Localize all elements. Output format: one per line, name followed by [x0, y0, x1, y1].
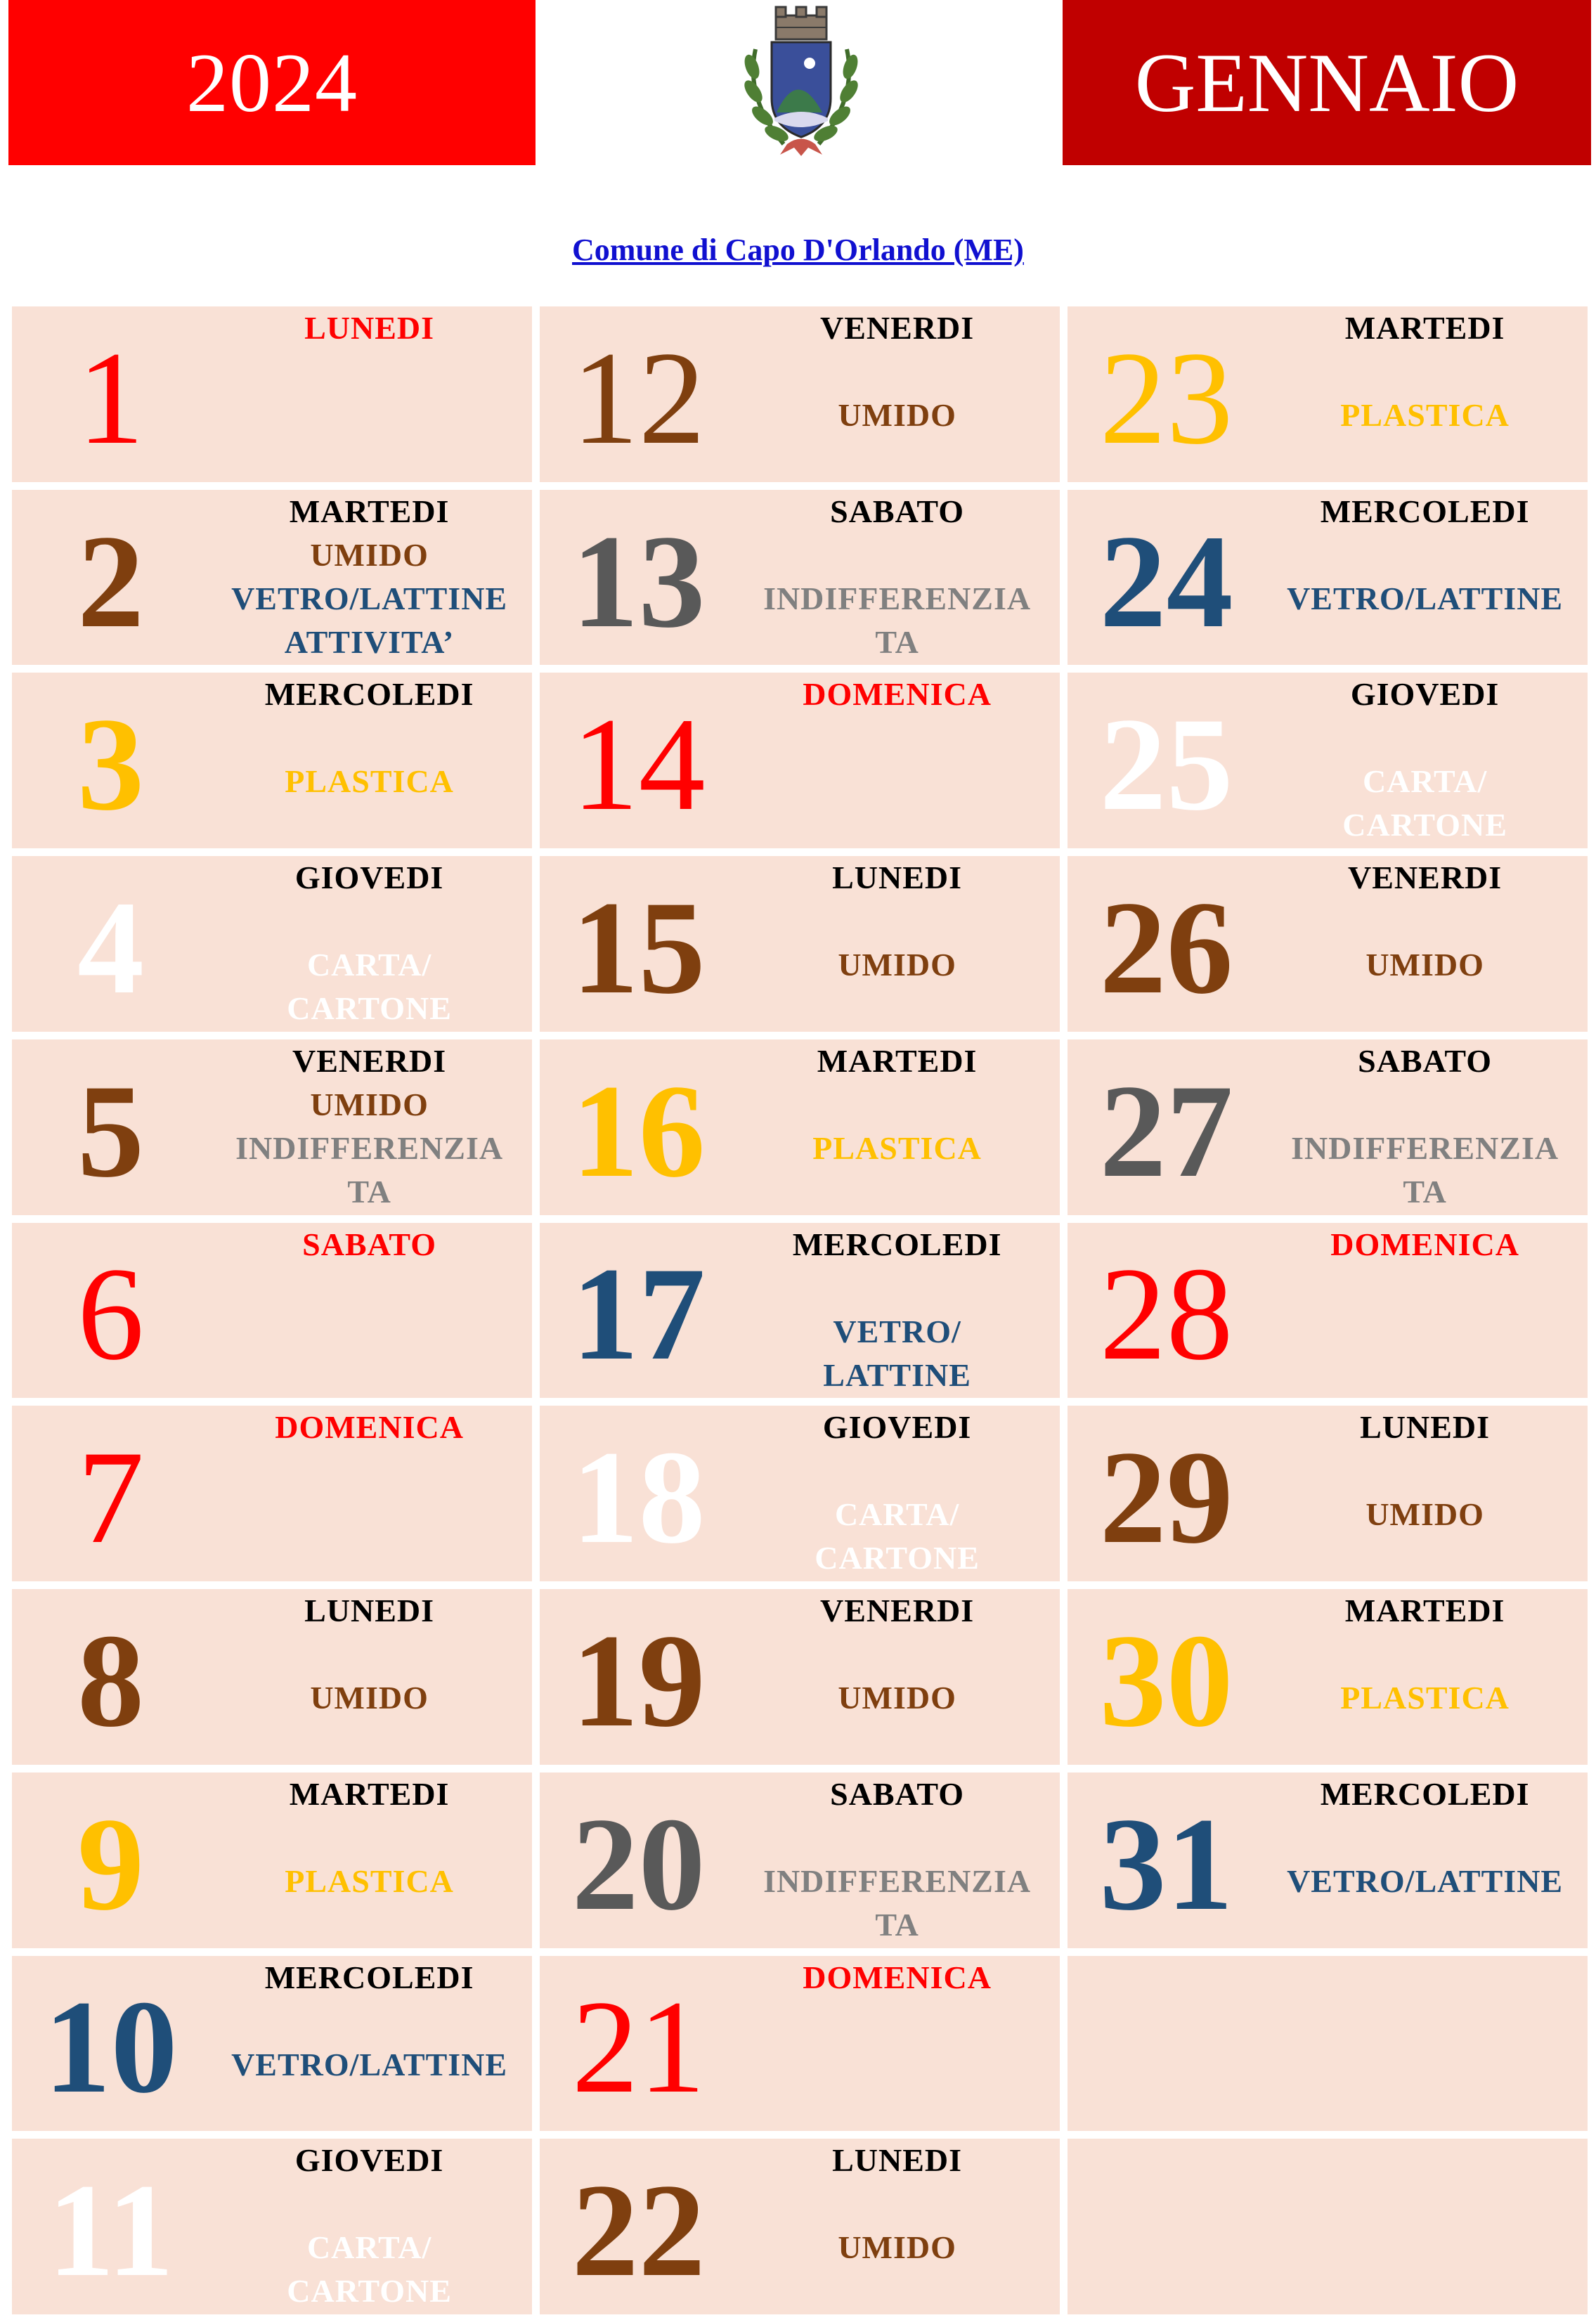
collection-service: CARTA/ [1362, 763, 1488, 800]
day-info [1265, 1039, 1585, 1215]
weekday-label: MARTEDI [817, 1042, 978, 1079]
weekday-label: DOMENICA [1330, 1226, 1519, 1262]
collection-service: CARTA/ [306, 947, 432, 983]
day-info [737, 1406, 1057, 1581]
day-number: 14 [571, 691, 706, 839]
collection-service: CARTA/ [306, 2229, 432, 2266]
day-cell-12 [540, 306, 1060, 482]
collection-service: PLASTICA [1340, 397, 1510, 433]
collection-service: TA [1403, 1173, 1447, 1210]
month-banner [1063, 0, 1591, 165]
year-label: 2024 [186, 35, 358, 129]
day-info [1265, 856, 1585, 1032]
collection-service: VETRO/LATTINE [1287, 1862, 1564, 1899]
weekday-label: MARTEDI [289, 1775, 450, 1812]
weekday-label: MERCOLEDI [1320, 493, 1530, 529]
collection-service: INDIFFERENZIA [1291, 1129, 1559, 1166]
day-number: 19 [571, 1607, 706, 1755]
weekday-label: GIOVEDI [294, 2142, 444, 2179]
month-label: GENNAIO [1134, 35, 1519, 129]
day-number: 26 [1099, 874, 1233, 1023]
day-number: 4 [77, 874, 145, 1023]
day-number: 29 [1099, 1424, 1233, 1572]
collection-service: ATTIVITA’ [284, 623, 455, 660]
weekday-label: LUNEDI [1360, 1409, 1491, 1446]
weekday-label: MERCOLEDI [264, 676, 474, 713]
day-number: 3 [77, 691, 145, 839]
day-number: 16 [571, 1057, 706, 1205]
empty-cell [1068, 1956, 1588, 2132]
day-cell-1 [12, 306, 532, 482]
weekday-label: DOMENICA [275, 1409, 464, 1446]
day-info [737, 490, 1057, 666]
day-cell-18 [540, 1406, 1060, 1581]
day-info [209, 1406, 529, 1581]
day-number: 12 [571, 324, 706, 472]
day-cell-23 [1068, 306, 1588, 482]
day-info [209, 673, 529, 848]
collection-service: VETRO/LATTINE [231, 2046, 508, 2082]
collection-service: UMIDO [310, 1680, 429, 1716]
day-cell-25 [1068, 673, 1588, 848]
collection-service: CARTONE [815, 1540, 980, 1576]
weekday-label: MERCOLEDI [1320, 1775, 1530, 1812]
collection-service: UMIDO [838, 397, 956, 433]
day-number: 24 [1099, 507, 1233, 656]
day-info [1265, 1589, 1585, 1765]
day-number: 21 [571, 1974, 706, 2122]
weekday-label: SABATO [830, 1775, 965, 1812]
collection-service: UMIDO [1365, 947, 1484, 983]
day-info [209, 1589, 529, 1765]
weekday-label: VENERDI [820, 310, 975, 346]
day-info [737, 1589, 1057, 1765]
day-info [209, 1039, 529, 1215]
day-cell-17 [540, 1223, 1060, 1399]
day-info [1265, 1223, 1585, 1399]
collection-service: CARTA/ [834, 1496, 960, 1533]
day-cell-5 [12, 1039, 532, 1215]
collection-service: INDIFFERENZIA [763, 1862, 1032, 1899]
day-number: 25 [1099, 691, 1233, 839]
empty-cell [1068, 2139, 1588, 2314]
day-number: 22 [571, 2157, 706, 2305]
collection-service: UMIDO [838, 2229, 956, 2266]
day-info [1265, 490, 1585, 666]
weekday-label: MARTEDI [1344, 310, 1505, 346]
weekday-label: LUNEDI [832, 2142, 963, 2179]
day-cell-30 [1068, 1589, 1588, 1765]
coat-of-arms-icon [717, 0, 885, 169]
weekday-label: LUNEDI [832, 860, 963, 896]
day-cell-3 [12, 673, 532, 848]
weekday-label: VENERDI [1348, 860, 1503, 896]
day-cell-27 [1068, 1039, 1588, 1215]
day-info [737, 2139, 1057, 2314]
day-info [209, 1773, 529, 1948]
day-info [209, 1223, 529, 1399]
day-number: 30 [1099, 1607, 1233, 1755]
day-number: 15 [571, 874, 706, 1023]
collection-service: CARTONE [1342, 807, 1507, 843]
day-cell-20 [540, 1773, 1060, 1948]
weekday-label: MERCOLEDI [264, 1959, 474, 1995]
day-cell-29 [1068, 1406, 1588, 1581]
day-cell-6 [12, 1223, 532, 1399]
collection-service: VETRO/LATTINE [1287, 580, 1564, 616]
day-info [737, 856, 1057, 1032]
collection-service: TA [347, 1173, 391, 1210]
weekday-label: GIOVEDI [822, 1409, 972, 1446]
day-number: 6 [77, 1240, 145, 1389]
calendar-grid [12, 306, 1588, 2314]
day-cell-7 [12, 1406, 532, 1581]
collection-service: CARTONE [287, 990, 452, 1027]
day-cell-24 [1068, 490, 1588, 666]
weekday-label: MARTEDI [1344, 1593, 1505, 1629]
day-number: 28 [1099, 1240, 1233, 1389]
weekday-label: SABATO [1358, 1042, 1493, 1079]
collection-service: PLASTICA [285, 763, 454, 800]
year-banner [8, 0, 536, 165]
comune-link[interactable]: Comune di Capo D'Orlando (ME) [572, 233, 1024, 267]
weekday-label: DOMENICA [803, 676, 992, 713]
day-info [209, 1956, 529, 2132]
day-cell-10 [12, 1956, 532, 2132]
day-cell-31 [1068, 1773, 1588, 1948]
collection-service: LATTINE [823, 1356, 971, 1393]
day-info [737, 1956, 1057, 2132]
day-number: 23 [1099, 324, 1233, 472]
day-info [737, 306, 1057, 482]
weekday-label: VENERDI [292, 1042, 447, 1079]
day-number: 17 [571, 1240, 706, 1389]
day-info [1265, 1773, 1585, 1948]
day-number: 1 [77, 324, 145, 472]
collection-service: CARTONE [287, 2273, 452, 2309]
day-info [209, 856, 529, 1032]
day-cell-14 [540, 673, 1060, 848]
day-info [737, 1039, 1057, 1215]
day-number: 2 [77, 507, 145, 656]
day-cell-19 [540, 1589, 1060, 1765]
collection-service: UMIDO [1365, 1496, 1484, 1533]
collection-service: UMIDO [838, 1680, 956, 1716]
day-info [1265, 673, 1585, 848]
collection-service: TA [875, 623, 919, 660]
day-cell-21 [540, 1956, 1060, 2132]
weekday-label: SABATO [830, 493, 965, 529]
day-number: 5 [77, 1057, 145, 1205]
collection-service: PLASTICA [285, 1862, 454, 1899]
day-number: 7 [77, 1424, 145, 1572]
day-info [737, 1223, 1057, 1399]
collection-service: UMIDO [310, 1086, 429, 1122]
weekday-label: SABATO [302, 1226, 437, 1262]
day-cell-4 [12, 856, 532, 1032]
collection-service: VETRO/LATTINE [231, 580, 508, 616]
day-cell-2 [12, 490, 532, 666]
weekday-label: GIOVEDI [1350, 676, 1500, 713]
day-cell-9 [12, 1773, 532, 1948]
collection-service: UMIDO [310, 536, 429, 573]
day-cell-22 [540, 2139, 1060, 2314]
collection-service: INDIFFERENZIA [235, 1129, 504, 1166]
day-info [209, 2139, 529, 2314]
day-number: 10 [44, 1974, 178, 2122]
collection-service: UMIDO [838, 947, 956, 983]
weekday-label: LUNEDI [304, 310, 435, 346]
weekday-label: LUNEDI [304, 1593, 435, 1629]
weekday-label: MARTEDI [289, 493, 450, 529]
day-cell-16 [540, 1039, 1060, 1215]
day-cell-8 [12, 1589, 532, 1765]
day-cell-11 [12, 2139, 532, 2314]
day-info [209, 306, 529, 482]
day-number: 9 [77, 1790, 145, 1938]
day-number: 20 [571, 1790, 706, 1938]
day-info [209, 490, 529, 666]
day-info [1265, 306, 1585, 482]
collection-service: INDIFFERENZIA [763, 580, 1032, 616]
day-info [737, 673, 1057, 848]
weekday-label: VENERDI [820, 1593, 975, 1629]
weekday-label: GIOVEDI [294, 860, 444, 896]
collection-service: PLASTICA [812, 1129, 982, 1166]
weekday-label: DOMENICA [803, 1959, 992, 1995]
day-cell-13 [540, 490, 1060, 666]
day-number: 18 [571, 1424, 706, 1572]
day-info [1265, 1406, 1585, 1581]
collection-service: VETRO/ [833, 1313, 961, 1349]
day-number: 27 [1099, 1057, 1233, 1205]
day-cell-26 [1068, 856, 1588, 1032]
collection-service: PLASTICA [1340, 1680, 1510, 1716]
day-info [737, 1773, 1057, 1948]
day-number: 8 [77, 1607, 145, 1755]
day-number: 31 [1099, 1790, 1233, 1938]
day-cell-15 [540, 856, 1060, 1032]
day-cell-28 [1068, 1223, 1588, 1399]
day-number: 11 [47, 2157, 174, 2305]
collection-service: TA [875, 1906, 919, 1943]
day-number: 13 [571, 507, 706, 656]
weekday-label: MERCOLEDI [792, 1226, 1002, 1262]
